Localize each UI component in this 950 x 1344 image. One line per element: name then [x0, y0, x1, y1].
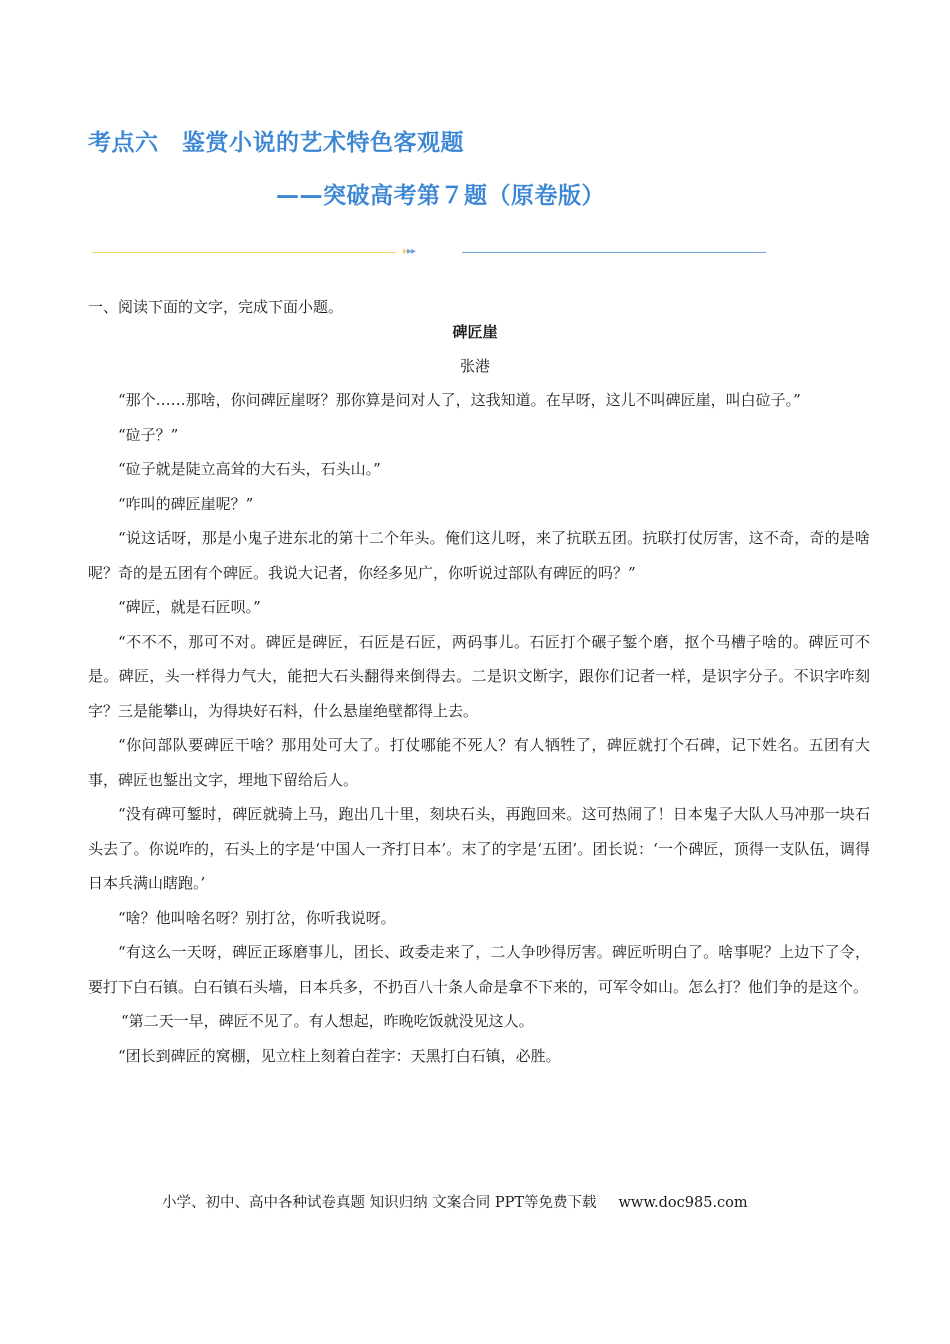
- arrow-icon: [403, 246, 415, 258]
- article-paragraph: “啥？他叫啥名呀？别打岔，你听我说呀。: [118, 908, 396, 927]
- article-author: 张港: [459, 357, 490, 375]
- question-prompt: 一、阅读下面的文字，完成下面小题。: [88, 298, 344, 316]
- arrow-icon-yellow: ▸: [403, 246, 408, 257]
- article-paragraph: “砬子？”: [118, 425, 179, 444]
- article-paragraph: “砬子就是陡立高耸的大石头，石头山。”: [118, 460, 381, 478]
- article-body: [88, 383, 870, 1073]
- article-paragraph: “团长到碑匠的窝棚，见立柱上刻着白茬字：天黑打白石镇，必胜。: [118, 1046, 561, 1065]
- article-paragraph: “没有碑可錾时，碑匠就骑上马，跑出几十里，刻块石头，再跑回来。这可热闹了！日本鬼子大队人马冲那一块石头去了。你说咋的，石头上的字是‘中国人一齐打日本’。末了的字是‘五团’。团长说：‘一个碑匠，顶得一支队伍，调得日本兵满山瞎跑。’: [88, 805, 870, 892]
- article-title: 碑匠崖: [452, 323, 498, 341]
- article-paragraph: “第二天一早，碑匠不见了。有人想起，昨晚吃饭就没见这人。: [121, 1012, 534, 1030]
- page-footer: [162, 1191, 748, 1212]
- arrow-icon-blue: ▸▸: [407, 246, 416, 257]
- divider-line-right: [462, 252, 766, 253]
- page-subtitle: ——突破高考第７题（原卷版）: [276, 183, 605, 209]
- decorative-divider: [92, 247, 766, 259]
- article-paragraph: “你问部队要碑匠干啥？那用处可大了。打仗哪能不死人？有人牺牲了，碑匠就打个石碑，记下姓名。五团有大事，碑匠也錾出文字，埋地下留给后人。: [88, 736, 870, 789]
- page-title: 考点六 鉴赏小说的艺术特色客观题: [88, 130, 464, 156]
- article-paragraph: “碑匠，就是石匠呗。”: [118, 598, 261, 616]
- article-paragraph: “说这话呀，那是小鬼子进东北的第十二个年头。俺们这儿呀，来了抗联五团。抗联打仗厉害，这不奇，奇的是啥呢？奇的是五团有个碑匠。我说大记者，你经多见广，你听说过部队有碑匠的吗？”: [88, 529, 870, 582]
- article-paragraph: “不不不，那可不对。碑匠是碑匠，石匠是石匠，两码事儿。石匠打个碾子錾个磨，抠个马槽子啥的。碑匠可不是。碑匠，头一样得力气大，能把大石头翻得来倒得去。二是识文断字，跟你们记者一样，是识字分子。不识字咋刻字？三是能攀山，为得块好石料，什么悬崖绝壁都得上去。: [88, 632, 870, 720]
- article-paragraph: “有这么一天呀，碑匠正琢磨事儿，团长、政委走来了，二人争吵得厉害。碑匠听明白了。啥事呢？上边下了令，要打下白石镇。白石镇石头墙，日本兵多，不扔百八十条人命是拿不下来的，可军令如山。怎么打？他们争的是这个。: [88, 943, 870, 996]
- footer-site-link[interactable]: www.doc985.com: [618, 1195, 748, 1211]
- article-paragraph: “那个……那啥，你问碑匠崖呀？那你算是问对人了，这我知道。在早呀，这儿不叫碑匠崖，叫白砬子。”: [118, 391, 801, 409]
- article-paragraph: “咋叫的碑匠崖呢？”: [118, 494, 254, 513]
- footer-text: 小学、初中、高中各种试卷真题 知识归纳 文案合同 PPT等免费下载: [162, 1195, 597, 1211]
- divider-line-left: [92, 252, 396, 253]
